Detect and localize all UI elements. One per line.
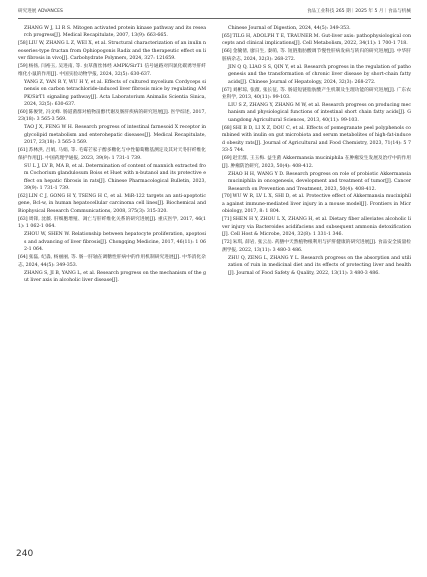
reference-entry — [222, 216, 411, 238]
reference-entry — [18, 216, 206, 231]
reference-number: [70] — [222, 194, 232, 200]
reference-entry — [18, 40, 206, 62]
reference-entry — [18, 25, 206, 40]
reference-text: SHEN H Y, ZHOU L X, ZHANG H, et al. Dietary fiber alleviates alcoholic liver injury via Bacteroides acidifaciens and subsequent ammonia detoxification[J]. Cell Host & Microbe, 2024, 32(8): 1 331-1 346. — [222, 217, 411, 238]
reference-entry — [18, 109, 206, 124]
reference-text: 陈俊贤, 冯文峰. 肠道菌群对植物甾醇代谢及肠肝疾病的研究进展[J]. 医学综述, 2017, 23(18): 3 565-3 569. — [18, 109, 206, 123]
reference-text: SU L J, LV B, MA B, et al. Determination of content of mannich extracted from Cochorium glandulosum Boiss et Huet with n-butanol and its protective effect on hepatic fibrosis in rats[J]. Chinese Pharmacological Bulletin, 2023, 39(9): 1 731-1 739. — [24, 163, 206, 192]
reference-entry — [222, 64, 411, 86]
reference-entry — [18, 63, 206, 78]
reference-entry — [222, 255, 411, 277]
reference-entry — [222, 125, 411, 155]
reference-text: 金毓倩, 廖日生, 秦萌, 等. 短链脂肪酸调节慢性肝病发病与转归的研究进展[J]. 中华肝脏病杂志, 2024, 32(3): 268-272. — [222, 49, 411, 62]
reference-number: [72] — [222, 240, 232, 246]
reference-text: LIU S Z, ZHANG Y, ZHANG M W, et al. Research progress on producing mechanism and physiological functions of intestinal short chain fatty acids[J]. Guangdong Agricultural Sciences, 2013, 40(11): 99-103. — [228, 103, 411, 123]
reference-text: 朱琪, 薛岩, 张云岳. 药膳中天然植物根利用与护肝健康的研究进展[J]. 食品安全质量检测学报, 2022, 13(11): 3 480-3 486. — [222, 240, 411, 253]
reference-entry — [222, 33, 411, 48]
reference-number: [61] — [18, 148, 28, 154]
reference-text: 张磊, 纪淼, 杨丽丽, 等. 肠一肝轴在调糖性肝病中的作用机制研究进展[J]. 中华消化杂志, 2024, 44(5): 349-353. — [18, 255, 206, 268]
reference-text: ZHANG W J, LI R S. Mitogen activated protein kinase pathway and its research progress[J]. Medical Recapitulate, 2007, 13(9): 663-665. — [24, 26, 206, 39]
reference-entry — [222, 171, 411, 193]
reference-text: TILG H, ADOLPH T E, TRAUNER M. Gut-liver axis: pathophysiological concepts and clinical implications[J]. Cell Metabolism, 2022, 34(11): 1 700-1 718. — [222, 33, 411, 47]
reference-entry — [222, 193, 411, 215]
reference-text: ZHOU W, SHEN W. Relationship between hepatocyte proliferation, apoptosis and advancing of liver fibrosis[J]. Chongqing Medicine, 2017, 46(11): 1 062-1 064. — [24, 232, 206, 253]
reference-text: 赵宏群, 王玉梅. 益生菌 Akkermansia muciniphila 在肿瘤发生发展及治疗中的作用[J]. 肿瘤防治研究, 2023, 50(4): 408-412. — [222, 156, 411, 169]
reference-text: Chinese Journal of Digestion, 2024, 44(5): 349-353. — [228, 26, 351, 31]
reference-text: LIU W, ZHANG L Z, WEI X, et al. Structural characterization of an inulin neoseries-type fructan from Ophiopogonis Radix and the therapeutic effect on liver fibrosis in vivo[J]. Carbohydrate Polymers, 2024, 327: 121659. — [18, 41, 206, 62]
reference-text: SHI B D, LI X Z, DOU C, et al. Effects of pomegranate peel polyphenols combined with inulin on gut microbiota and serum metabolites of high-fat-induced obesity rats[J]. Journal of Agricultural and Food Chemistry, 2023, 71(14): 5 733-5 744. — [222, 125, 411, 154]
reference-entry — [222, 87, 411, 102]
reference-text: WU W R, LV L X, SHI D, et al. Protective effect of Akkermansia muciniphila against immune-mediated liver injury in a mouse model[J]. Frontiers in Microbiology, 2017, 8: 1 804. — [222, 194, 411, 215]
header-divider — [18, 18, 411, 19]
header-journal-info: 食品工业科技 265 期｜2025 年 5 月｜食品与机械 — [306, 9, 411, 14]
reference-entry — [18, 270, 206, 285]
reference-text: 周锋, 沈薇. 肝细胞增殖、凋亡与肝纤维化关系的研究进展[J]. 重庆医学, 2017, 46(11): 1 062-1 064. — [18, 216, 206, 230]
reference-entry — [222, 25, 411, 32]
reference-number: [68] — [222, 125, 232, 131]
reference-entry — [18, 124, 206, 146]
reference-number: [63] — [18, 216, 28, 222]
reference-entry — [222, 155, 411, 170]
reference-number: [59] — [18, 64, 28, 70]
reference-number: [60] — [18, 109, 28, 115]
references-column-right — [222, 25, 411, 277]
reference-entry — [18, 79, 206, 109]
reference-number: [66] — [222, 49, 232, 55]
reference-number: [58] — [18, 41, 28, 47]
page-number: 240 — [16, 549, 34, 559]
reference-number: [69] — [222, 156, 232, 162]
reference-text: ZHU Q, ZENG L, ZHANG Y L. Research progress on the absorption and utilization of ruin in medicinal diet and its effects of protecting liver and health[J]. Journal of Food Safety & Quality, 2022, 13(11): 3 480-3 486. — [228, 255, 411, 276]
reference-entry — [18, 147, 206, 162]
reference-entry — [18, 163, 206, 193]
reference-number: [64] — [18, 255, 28, 261]
reference-number: [62] — [18, 193, 28, 199]
reference-entry — [18, 193, 206, 215]
reference-text: LIN C J, GONG H Y, TSENG H C, et al. MiR-122 targets an anti-apoptotic gene, Bcl-w, in human hepatocellular carcinoma cell lines[J]. Biochemical and Biophysical Research Communications, 2008, 375(3): 315-320. — [18, 193, 206, 214]
reference-text: ZHAO H H, WANG Y D. Research progress on role of probiotic Akkermansia muciniphila in oncogenesis, development and treatment of tumor[J]. Cancer Research on Prevention and Treatment, 2023, 50(4): 408-412. — [228, 171, 411, 192]
reference-number: [65] — [222, 33, 232, 39]
reference-text: YANG Z, YAN R Y, WU H Y, et al. Effects of cultured mycelium Cordyceps sinensis on carbon tetrachloride-induced liver fibrosis mice by regulating AMPK/SirT1 signaling pathway[J]. Acta Laboratorium Animalis Scientia Sinica, 2024, 32(5): 630-637. — [24, 79, 206, 108]
reference-entry — [222, 102, 411, 124]
reference-text: TAO J X, FENG W H. Research progress of intestinal farnesoid X receptor in glycolipid metabolism and enterohepatic diseases[J]. Medical Recapitulate, 2017, 23(18): 3 565-3 569. — [24, 125, 206, 146]
reference-entry — [222, 239, 411, 254]
running-header — [18, 7, 411, 17]
reference-number: [71] — [222, 217, 232, 223]
reference-entry — [18, 254, 206, 269]
header-section-label: 研究进展 ADVANCES — [18, 9, 63, 14]
reference-text: JIN Q Q, LIAO S S, QIN Y, et al. Research progress in the regulation of pathogenesis and the transformation of chronic liver disease by short-chain fatty acids[J]. Chinese Journal of Hepatology, 2024, 32(3): 268-272. — [228, 64, 411, 85]
reference-text: ZHANG S, JI B, YANG L, et al. Research progress on the mechanism of the gut liver axis in alcoholic liver disease[J]. — [24, 270, 206, 283]
reference-entry — [18, 231, 206, 253]
reference-text: 杨扬, 闫裕玉, 吴进南, 等. 虫草菌丝体经 AMPK/SirT1 信号通路对四氯化碳诱导肝纤维化小鼠的作用[J]. 中国实验动物学报, 2024, 32(5): 630-637. — [18, 64, 206, 77]
references-column-left — [18, 25, 206, 285]
reference-number: [67] — [222, 87, 232, 93]
reference-text: 刘彬琼, 张薇, 张长征, 等. 肠道短链脂肪酸产生机制及生理功能的研究进展[J]. 广东农业科学, 2013, 40(11): 99-103. — [222, 87, 411, 101]
reference-entry — [222, 48, 411, 63]
reference-text: 苏林洪, 吕娟, 马娟, 等. 毛霉芒家子醇多糖化与中性葡萄糖基测定及其对天冬肝纤维化保护作用[J]. 中国药理学通报, 2023, 39(9): 1 731-1 739. — [18, 148, 206, 161]
